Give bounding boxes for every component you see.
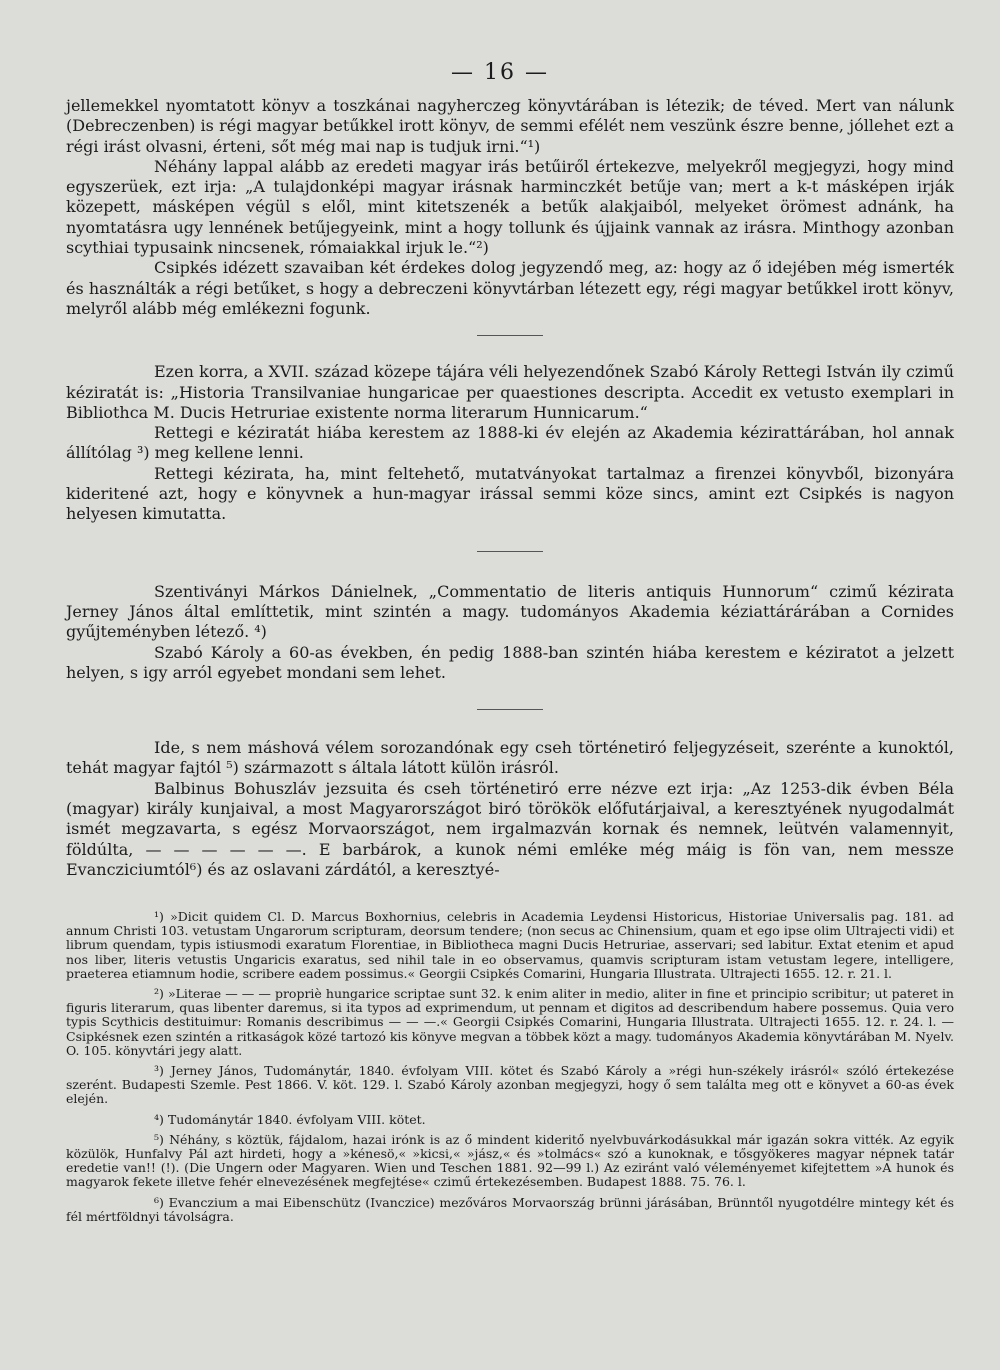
paragraph-1: jellemekkel nyomtatott könyv a toszkánai nagyherczeg könyvtárában is létezik; de téved. Mert van nálunk (Debreczenben) is régi magyar betűkkel irott könyv, de semmi efélét nem veszünk észre benne, jóllehet ezt a régi irást olvasni, érteni, sőt még mai nap is tudjuk irni.“¹) (66, 96, 954, 156)
footnote-3: ³) Jerney János, Tudománytár, 1840. évfolyam VIII. kötet és Szabó Károly a »régi hun-székely irásról« szóló értekezése szerént. Budapesti Szemle. Pest 1866. V. köt. 129. l. Szabó Károly azonban megjegyzi, hogy ő sem találta meg ott e könyvet a 60-as évek elején. (66, 1063, 954, 1107)
footnotes (66, 910, 954, 1230)
section-divider (477, 551, 543, 552)
footnote-6: ⁶) Evanczium a mai Eibenschütz (Ivanczice) mezőváros Morvaország brünni járásában, Brünntől nyugotdélre mintegy két és fél mértföldnyi távolságra. (66, 1194, 954, 1224)
paragraph-5: Rettegi e kéziratát hiába kerestem az 1888-ki év elején az Akademia kézirattárában, hol annak állítólag ³) meg kellene lenni. (66, 423, 954, 463)
paragraph-9: Ide, s nem máshová vélem sorozandónak egy cseh történetiró feljegyzéseit, szerénte a kunoktól, tehát magyar fajtól ⁵) származott s általa látott külön irásról. (66, 738, 954, 778)
footnote-4: ⁴) Tudománytár 1840. évfolyam VIII. kötet. (154, 1111, 426, 1127)
paragraph-10: Balbinus Bohuszláv jezsuita és cseh történetiró erre nézve ezt irja: „Az 1253-dik évben Béla (magyar) király kunjaival, a most Magyarországot biró törökök előfutárjaival, a keresztyének nyugodalmát ismét megzavarta, s egész Morvaországot, nem irgalmazván kornak és nemnek, leütvén valamennyit, földúlta, — — — — — —. E barbárok, a kunok némi emléke még máig is fön van, nem messze Evancziciumtól⁶) és az oslavani zárdától, a keresztyé- (66, 778, 954, 879)
section-divider (477, 709, 543, 710)
paragraph-3: Csipkés idézett szavaiban két érdekes dolog jegyzendő meg, az: hogy az ő idejében még ismerték és használták a régi betűket, s hogy a debreczeni könyvtárban létezett egy, régi magyar betűkkel irott könyv, melyről alább még emlékezni fogunk. (66, 258, 954, 318)
section-divider (477, 335, 543, 336)
page-number: — 16 — (451, 60, 549, 85)
paragraph-6: Rettegi kézirata, ha, mint feltehető, mutatványokat tartalmaz a firenzei könyvből, bizonyára kideritené azt, hogy e könyvnek a hun-magyar irással semmi köze sincs, amint ezt Csipkés is nagyon helyesen kimutatta. (66, 463, 954, 524)
paragraph-7: Szentiványi Márkos Dánielnek, „Commentatio de literis antiquis Hunnorum“ czimű kézirata Jerney János által említtetik, mint szintén a magy. tudományos Akademia kéziattárárában a Cornides gyűjteményben létező. ⁴) (66, 581, 954, 642)
paragraph-4: Ezen korra, a XVII. század közepe tájára véli helyezendőnek Szabó Károly Rettegi István ily czimű kéziratát is: „Historia Transilvaniae hungaricae per quaestiones descripta. Accedit ex vetusto exemplari in Bibliothca M. Ducis Hetruriae existente norma literarum Hunnicarum.“ (66, 362, 954, 422)
paragraph-2: Néhány lappal alább az eredeti magyar irás betűiről értekezve, melyekről megjegyzi, hogy mind egyszerüek, ezt irja: „A tulajdonképi magyar irásnak harminczkét betűje van; mert a k-t másképen irják közepett, másképen végül s elől, mint kitetszenék a betűk alakjaiból, melyeket örömest adnánk, ha nyomtatásra ugy lennének betűjegyeink, mint a hogy tollunk és újjaink vannak az irásra. Minthogy azonban scythiai typusaink nincsenek, rómaiakkal irjuk le.“²) (66, 156, 954, 258)
paragraph-8: Szabó Károly a 60-as években, én pedig 1888-ban szintén hiába kerestem e kéziratot a jelzett helyen, s igy arról egyebet mondani sem lehet. (66, 642, 954, 682)
body-text (66, 96, 954, 880)
footnote-2: ²) »Literae — — — propriè hungarice scriptae sunt 32. k enim aliter in medio, aliter in fine et principio scribitur; ut pateret in figuris literarum, quas libenter daremus, si ita typos ad exprimendum, ut pennam et digitos ad describendum habere possemus. Quia vero typis Scythicis destituimur: Romanis describimus — — —.« Georgii Csipkés Comarini, Hungaria Illustrata. Ultrajecti 1655. 12. r. 24. l. — Csipkésnek ezen szintén a ritkaságok közé tartozó kis könyve megvan a többek közt a magy. tudományos Akademia könyvtárában M. Nyelv. O. 105. könyvtári jegy alatt. (66, 986, 954, 1058)
footnote-1: ¹) »Dicit quidem Cl. D. Marcus Boxhornius, celebris in Academia Leydensi Historicus, Historiae Universalis pag. 181. ad annum Christi 103. vetustam Ungarorum scripturam, deorsum tendere; (non secus ac Chinensium, quam et ego ipse olim Ultrajecti vidi) et librum quendam, typis istiusmodi exaratum Florentiae, in Bibliotheca magni Ducis Hetruriae, asservari; sed labitur. Extat etenim et apud nos liber, literis vetustis Ungaricis exaratus, sed nihil tale in eo observamus, quamvis scripturam istam vetustam legere, intelligere, praeterea etiamnum hodie, scribere eadem possimus.« Georgii Csipkés Comarini, Hungaria Illustrata. Ultrajecti 1655. 12. r. 21. l. (66, 909, 954, 981)
footnote-5: ⁵) Néhány, s köztük, fájdalom, hazai irónk is az ő mindent kideritő nyelvbuvárkodásukkal már igazán sokra vitték. Az egyik közülök, Hunfalvy Pál azt hirdeti, hogy a »kénesö,« »kicsi,« »jász,« és »tolmács« szó a kunoknak, e tősgyökeres magyar népnek tatár eredetie van!! (!). (Die Ungern oder Magyaren. Wien und Teschen 1881. 92—99 l.) Az eziránt való véleményemet kifejtettem »A hunok és magyarok fekete illetve fehér elnevezésének megfejtése« czimű értekezésemben. Budapest 1888. 75. 76. l. (66, 1131, 954, 1190)
